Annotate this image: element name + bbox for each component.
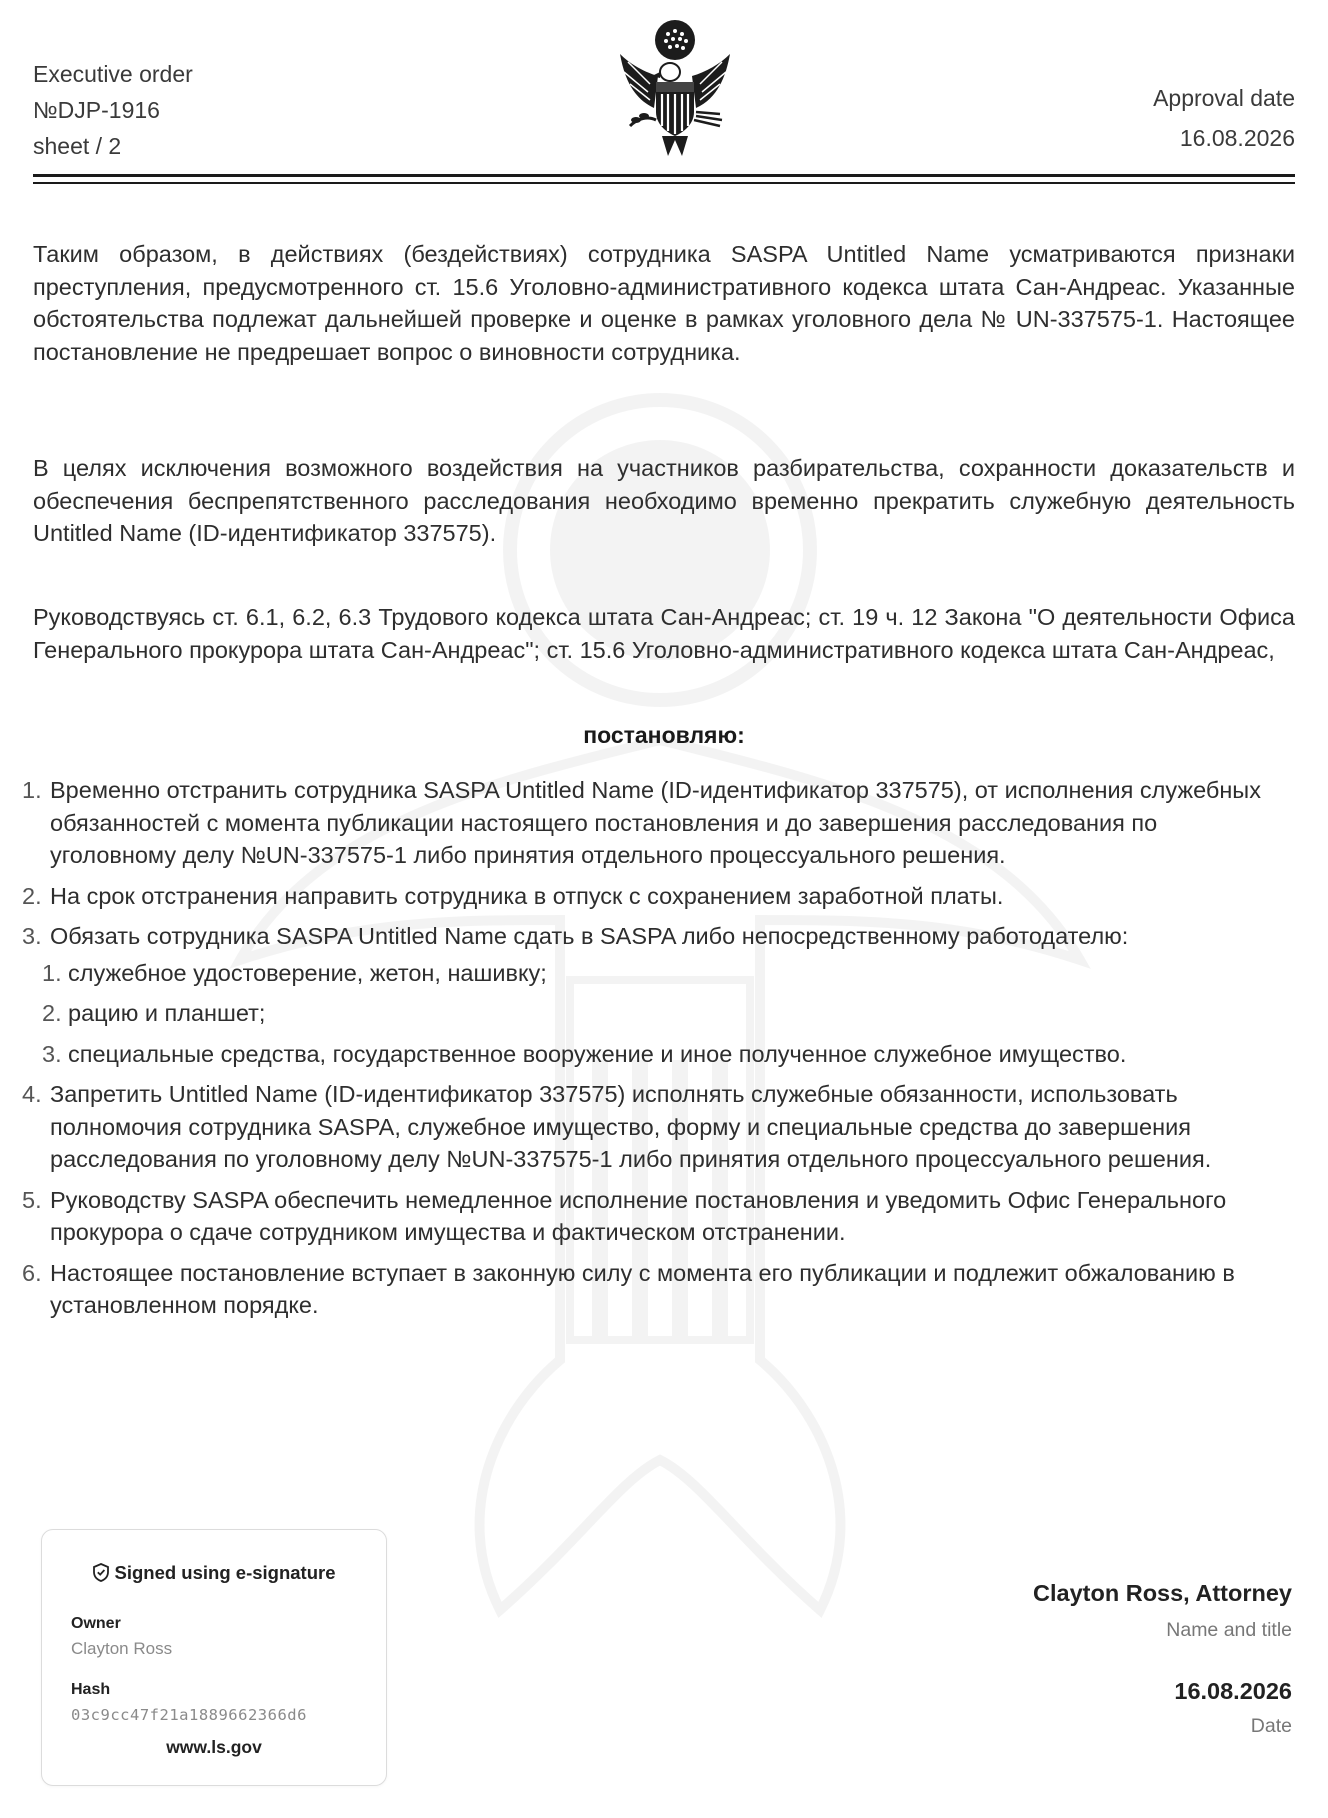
e-signature-card	[41, 1529, 387, 1786]
e-signature-heading	[42, 1562, 386, 1584]
list-item	[22, 774, 1288, 872]
item-number: 5.	[22, 1186, 42, 1213]
item-number: 6.	[22, 1259, 42, 1286]
e-signature-heading-text: Signed using e-signature	[114, 1562, 336, 1583]
eagle-seal-icon	[610, 16, 740, 162]
list-item	[22, 880, 1288, 913]
shield-check-icon	[93, 1563, 109, 1582]
paragraph-legal-basis: Руководствуясь ст. 6.1, 6.2, 6.3 Трудового кодекса штата Сан-Андреас; ст. 19 ч. 12 Закона "О деятельности Офиса Генерального прокурора штата Сан-Андреас"; ст. 15.6 Уголовно-административного кодекса штата Сан-Андреас,	[33, 604, 1295, 663]
order-label: Executive order	[33, 61, 193, 87]
list-item	[22, 1257, 1288, 1322]
list-subitem	[42, 1038, 1288, 1071]
site-link[interactable]: www.ls.gov	[166, 1737, 262, 1757]
decree-items	[22, 774, 1288, 1330]
order-number: №DJP-1916	[33, 97, 160, 123]
hash-value: 03c9cc47f21a1889662366d6	[71, 1706, 307, 1724]
decree-heading: постановляю:	[583, 722, 745, 748]
list-item	[22, 920, 1288, 1070]
list-item	[22, 1184, 1288, 1249]
owner-value: Clayton Ross	[71, 1639, 173, 1658]
list-subitem	[42, 957, 1288, 990]
signer-name-caption: Name and title	[1166, 1619, 1292, 1641]
item-number: 4.	[22, 1081, 42, 1107]
item-text: Настоящее постановление вступает в законную силу с момента его публикации и подлежит обжалованию в установленном порядке.	[50, 1259, 1235, 1318]
list-item	[22, 1078, 1288, 1176]
item-number: 1.	[22, 777, 42, 803]
approval-info	[1153, 78, 1295, 158]
item-text: Запретить Untitled Name (ID-идентификатор 337575) исполнять служебные обязанности, использовать полномочия сотрудника SASPA, служебное имущество, форму и специальные средства до завершения расследования по уголовному делу №UN-337575-1 либо принятия отдельного процессуального решения.	[50, 1081, 1212, 1172]
subitem-text: специальные средства, государственное вооружение и иное полученное служебное имущество.	[68, 1040, 1127, 1067]
subitem-number: 3.	[42, 1040, 62, 1067]
item-text: Временно отстранить сотрудника SASPA Untitled Name (ID-идентификатор 337575), от исполнения служебных обязанностей с момента публикации настоящего постановления и до завершения расследования по уголовному делу №UN-337575-1 либо принятия отдельного процессуального решения.	[50, 777, 1261, 868]
approval-date: 16.08.2026	[1179, 125, 1295, 151]
item-number: 2.	[22, 882, 42, 909]
header-divider-thin	[33, 182, 1295, 184]
order-info	[33, 56, 193, 164]
paragraph-findings: Таким образом, в действиях (бездействиях) сотрудника SASPA Untitled Name усматриваются признаки преступления, предусмотренного ст. 15.6 Уголовно-административного кодекса штата Сан-Андреас. Указанные обстоятельства подлежат дальнейшей проверке и оценке в рамках уголовного дела № UN-337575-1. Настоящее постановление не предрешает вопрос о виновности сотрудника.	[33, 241, 1295, 365]
header-divider-thick	[33, 174, 1295, 177]
item-text: Обязать сотрудника SASPA Untitled Name сдать в SASPA либо непосредственному работодателю:	[50, 923, 1129, 949]
subitem-text: служебное удостоверение, жетон, нашивку;	[68, 959, 547, 986]
subitem-number: 1.	[42, 959, 62, 986]
property-subitems	[42, 957, 1288, 1071]
subitem-text: рацию и планшет;	[68, 1000, 266, 1026]
owner-label: Owner	[71, 1615, 121, 1632]
paragraph-purpose: В целях исключения возможного воздействия на участников разбирательства, сохранности доказательств и обеспечения беспрепятственного расследования необходимо временно прекратить служебную деятельность Untitled Name (ID-идентификатор 337575).	[33, 455, 1295, 546]
sheet-number: sheet / 2	[33, 133, 122, 159]
item-text: На срок отстранения направить сотрудника в отпуск с сохранением заработной платы.	[50, 882, 1004, 909]
approval-label: Approval date	[1153, 85, 1295, 111]
item-text: Руководству SASPA обеспечить немедленное исполнение постановления и уведомить Офис Генерального прокурора о сдаче сотрудником имущества и фактическом отстранении.	[50, 1186, 1227, 1245]
signing-date: 16.08.2026	[1174, 1678, 1292, 1704]
signer-name: Clayton Ross, Attorney	[1033, 1580, 1292, 1606]
hash-label: Hash	[71, 1681, 111, 1698]
item-number: 3.	[22, 923, 42, 949]
list-subitem	[42, 997, 1288, 1030]
subitem-number: 2.	[42, 1000, 62, 1026]
signing-date-caption: Date	[1250, 1715, 1292, 1737]
